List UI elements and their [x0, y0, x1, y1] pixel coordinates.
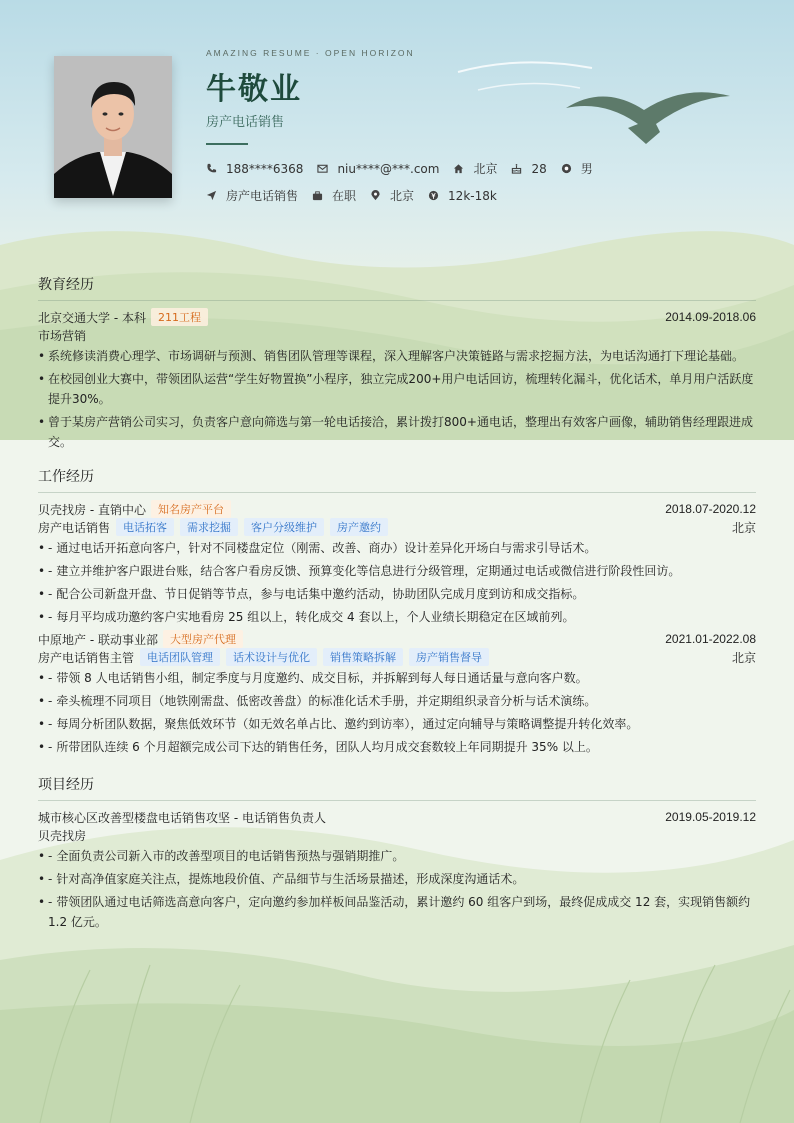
project-name: 城市核心区改善型楼盘电话销售攻坚 - 电话销售负责人 [38, 810, 326, 825]
job-date: 2018.07-2020.12 [665, 502, 756, 516]
phone-icon [206, 163, 217, 174]
project-date: 2019.05-2019.12 [665, 810, 756, 824]
info-email [317, 162, 439, 176]
info-salary [428, 189, 497, 203]
list-item: • - 针对高净值家庭关注点，提炼地段价值、产品细节与生活场景描述，形成深度沟通话术。 [38, 869, 756, 889]
list-item: • - 配合公司新盘开盘、节日促销等节点，参与电话集中邀约活动，协助团队完成月度到访和成交指标。 [38, 584, 756, 604]
section-title: 教育经历 [38, 274, 756, 301]
list-item: • - 建立并维护客户跟进台账，结合客户看房反馈、预算变化等信息进行分级管理，定期通过电话或微信进行阶段性回访。 [38, 561, 756, 581]
list-item: • 曾于某房产营销公司实习，负责客户意向筛选与第一轮电话接洽，累计拨打800+通电话，整理出有效客户画像，辅助销售经理跟进成交。 [38, 412, 756, 452]
candidate-name: 牛敬业 [206, 72, 302, 107]
major-name: 市场营销 [38, 328, 87, 343]
job-role: 房产电话销售主管 [38, 650, 135, 665]
list-item: • - 通过电话开拓意向客户，针对不同楼盘定位（刚需、改善、商办）设计差异化开场白与需求引导话术。 [38, 538, 756, 558]
project-section [38, 774, 756, 935]
list-item: • - 每月平均成功邀约客户实地看房 25 组以上，转化成交 4 套以上，个人业绩长期稳定在区域前列。 [38, 607, 756, 627]
skill-tag: 客户分级维护 [244, 518, 324, 536]
avatar [54, 56, 172, 198]
list-item: • - 带领团队通过电话筛选高意向客户，定向邀约参加样板间品鉴活动，累计邀约 60 组客户到场，最终促成成交 12 套，实现销售额约 1.2 亿元。 [38, 892, 756, 932]
skill-tag: 房产销售督导 [409, 648, 489, 666]
contact-info-row [206, 160, 607, 177]
list-item: • - 带领 8 人电话销售小组，制定季度与月度邀约、成交目标，并拆解到每人每日通话量与意向客户数。 [38, 668, 756, 688]
home-icon [453, 163, 464, 174]
education-entry [38, 308, 756, 452]
age-text: 28 [531, 161, 547, 176]
info-home [453, 160, 497, 177]
job-location: 北京 [731, 520, 756, 535]
gender-text: 男 [580, 162, 593, 176]
location-icon [370, 190, 381, 201]
info-phone [206, 162, 303, 176]
project-entry [38, 808, 756, 932]
job-title: 房产电话销售 [206, 115, 285, 130]
job-role: 房产电话销售 [38, 520, 111, 535]
info-location [370, 187, 414, 204]
section-title: 项目经历 [38, 774, 756, 801]
list-item: • 系统修读消费心理学、市场调研与预测、销售团队管理等课程，深入理解客户决策链路与需求挖掘方法，为电话沟通打下理论基础。 [38, 346, 756, 366]
bird-icon [564, 84, 732, 146]
list-item: • - 每周分析团队数据，聚焦低效环节（如无效名单占比、邀约到访率），通过定向辅导与策略调整提升转化效率。 [38, 714, 756, 734]
education-section [38, 274, 756, 455]
school-tag: 211工程 [151, 308, 208, 326]
job-entry [38, 630, 756, 757]
company-name: 中原地产 - 联动事业部 [38, 632, 158, 647]
email-text: niu****@***.com [337, 161, 440, 176]
send-icon [206, 190, 217, 201]
list-item: • 在校园创业大赛中，带领团队运营“学生好物置换”小程序，独立完成200+用户电话回访，梳理转化漏斗，优化话术，单月用户活跃度提升30%。 [38, 369, 756, 409]
skill-tag: 需求挖掘 [180, 518, 238, 536]
profile-photo [54, 56, 172, 198]
company-tag: 大型房产代理 [163, 630, 243, 648]
cake-icon [511, 163, 522, 174]
job-entry [38, 500, 756, 627]
status-text: 在职 [332, 189, 357, 203]
company-tag: 知名房产平台 [151, 500, 231, 518]
list-item: • - 所带团队连续 6 个月超额完成公司下达的销售任务，团队人均月成交套数较上年同期提升 35% 以上。 [38, 737, 756, 757]
info-gender [561, 160, 593, 177]
skill-tag: 电话团队管理 [140, 648, 220, 666]
money-icon [428, 190, 439, 201]
phone-text: 188****6368 [226, 161, 304, 176]
home-text: 北京 [473, 162, 498, 176]
school-name: 北京交通大学 - 本科 [38, 310, 146, 325]
list-item: • - 牵头梳理不同项目（地铁刚需盘、低密改善盘）的标准化话术手册，并定期组织录音分析与话术演练。 [38, 691, 756, 711]
job-date: 2021.01-2022.08 [665, 632, 756, 646]
briefcase-icon [312, 190, 323, 201]
skill-tag: 销售策略拆解 [323, 648, 403, 666]
education-date: 2014.09-2018.06 [665, 310, 756, 324]
gender-icon [561, 163, 572, 174]
section-title: 工作经历 [38, 466, 756, 493]
info-target-job [206, 187, 298, 204]
company-name: 贝壳找房 - 直销中心 [38, 502, 146, 517]
mail-icon [317, 163, 328, 174]
location-text: 北京 [390, 189, 415, 203]
project-org: 贝壳找房 [38, 828, 87, 843]
target-job-text: 房产电话销售 [226, 189, 299, 203]
list-item: • - 全面负责公司新入市的改善型项目的电话销售预热与强销期推广。 [38, 846, 756, 866]
salary-text: 12k-18k [448, 188, 497, 203]
info-status [312, 187, 356, 204]
work-section [38, 466, 756, 760]
job-info-row [206, 187, 511, 204]
kicker-text: AMAZING RESUME · OPEN HORIZON [206, 48, 415, 58]
title-divider [206, 143, 248, 145]
skill-tag: 房产邀约 [330, 518, 388, 536]
skill-tag: 电话拓客 [116, 518, 174, 536]
skill-tag: 话术设计与优化 [226, 648, 317, 666]
info-age [511, 162, 546, 176]
job-location: 北京 [731, 650, 756, 665]
